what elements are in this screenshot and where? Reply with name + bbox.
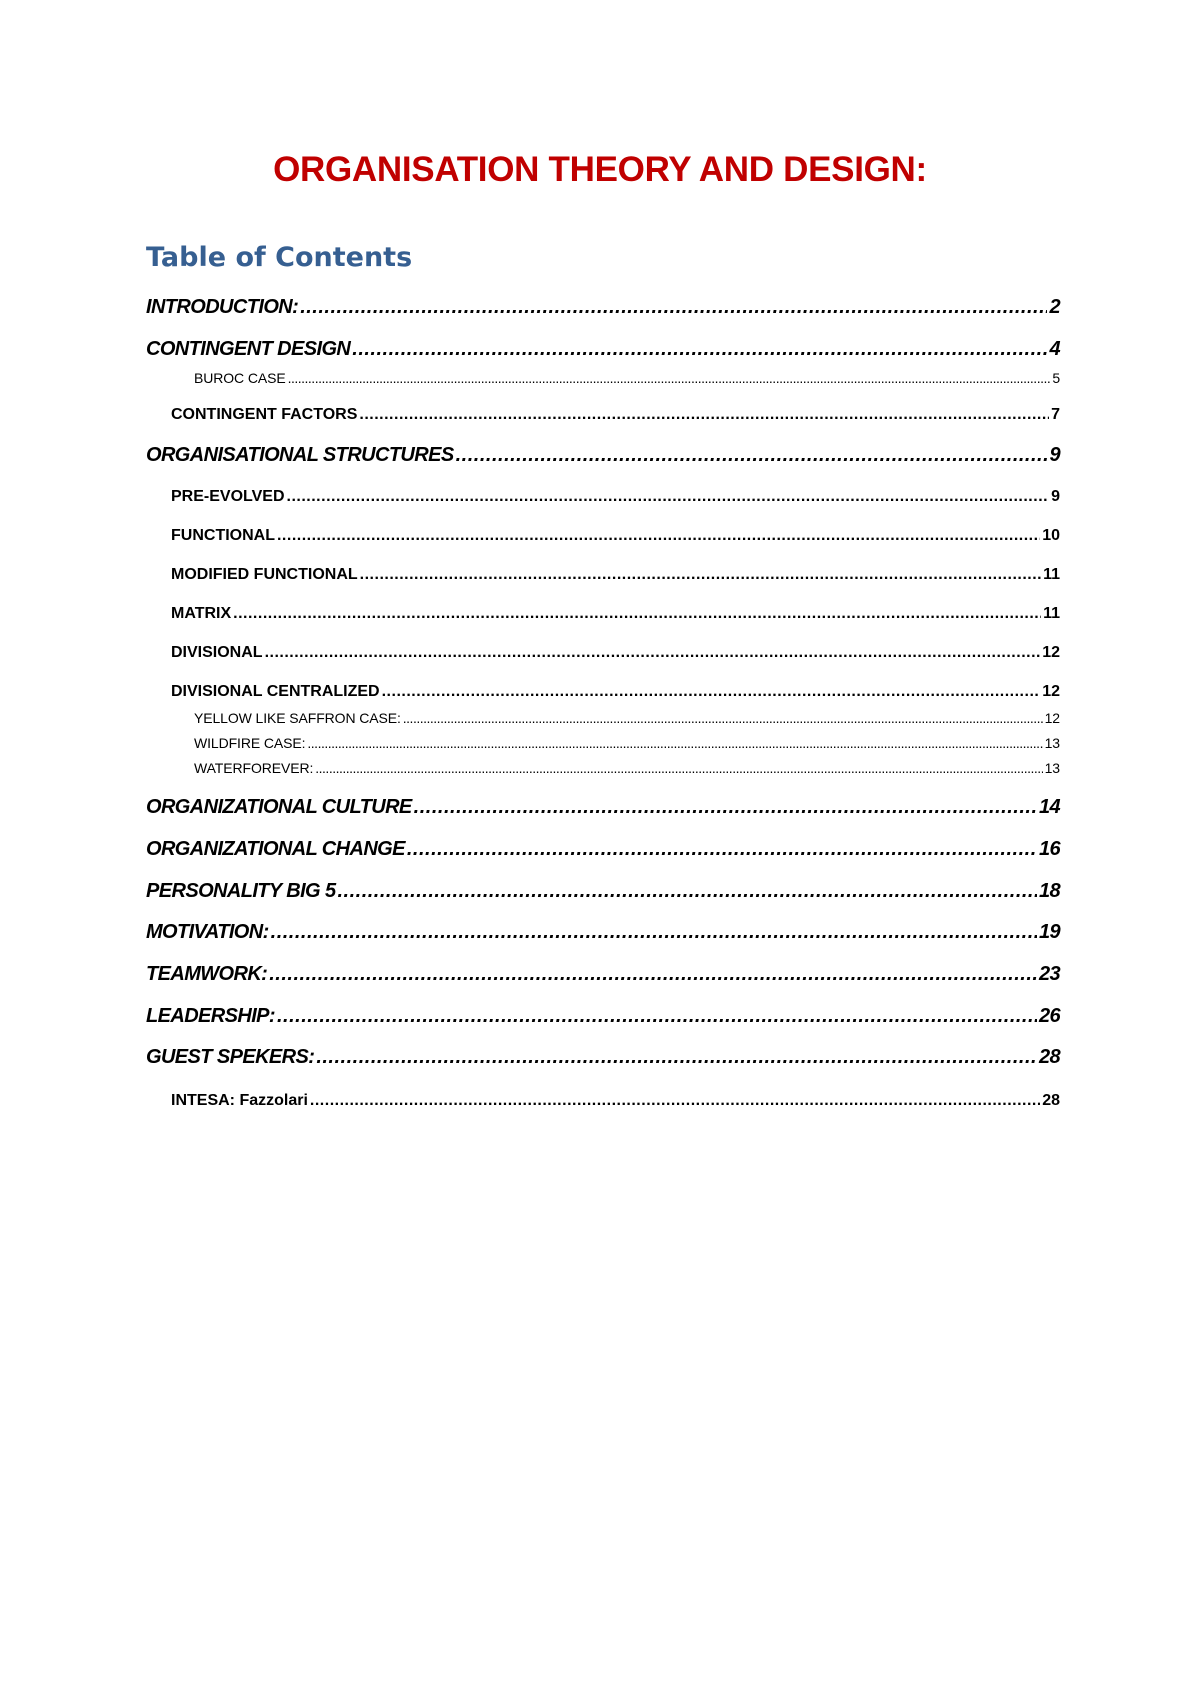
toc-page-number: 4 [1049, 338, 1060, 360]
toc-entry-label: BUROC CASE [194, 370, 286, 386]
toc-entry-label: PERSONALITY BIG 5 [146, 880, 336, 902]
toc-entry-label: TEAMWORK: [146, 963, 268, 985]
toc-heading: Table of Contents [146, 242, 413, 273]
toc-entry-divisional-centralized[interactable] [171, 683, 1060, 701]
toc-entry-intesa-fazzolari[interactable] [171, 1092, 1060, 1110]
toc-dot-leader [269, 963, 1037, 986]
toc-page-number: 13 [1044, 760, 1060, 776]
toc-entry-organisational-structures[interactable] [146, 444, 1060, 467]
toc-dot-leader [233, 605, 1041, 623]
toc-entry-label: MATRIX [171, 605, 232, 622]
toc-dot-leader [359, 406, 1049, 424]
toc-page-number: 12 [1044, 710, 1060, 726]
toc-page-number: 16 [1038, 838, 1060, 860]
toc-dot-leader [277, 527, 1040, 545]
toc-dot-leader [456, 444, 1048, 467]
toc-entry-teamwork[interactable] [146, 963, 1060, 986]
document-title: ORGANISATION THEORY AND DESIGN: [273, 150, 927, 189]
toc-entry-label: ORGANISATIONAL STRUCTURES [146, 444, 454, 466]
toc-entry-label: FUNCTIONAL [171, 527, 275, 544]
toc-entry-organizational-culture[interactable] [146, 796, 1060, 819]
toc-dot-leader [277, 1005, 1037, 1028]
toc-page-number: 9 [1049, 444, 1060, 466]
toc-entry-introduction[interactable] [146, 296, 1060, 319]
toc-page-number: 18 [1038, 880, 1060, 902]
toc-entry-label: GUEST SPEKERS: [146, 1046, 315, 1068]
toc-dot-leader [316, 1046, 1037, 1069]
toc-entry-label: CONTINGENT FACTORS [171, 406, 358, 423]
toc-page-number: 12 [1042, 644, 1060, 661]
toc-entry-label: DIVISIONAL [171, 644, 263, 661]
toc-entry-label: ORGANIZATIONAL CHANGE [146, 838, 405, 860]
toc-page-number: 19 [1038, 921, 1060, 943]
toc-dot-leader [403, 710, 1043, 726]
toc-page-number: 14 [1038, 796, 1060, 818]
toc-dot-leader [414, 796, 1037, 819]
toc-entry-label: YELLOW LIKE SAFFRON CASE: [194, 710, 401, 726]
toc-dot-leader [382, 683, 1041, 701]
toc-entry-label: PRE-EVOLVED [171, 488, 285, 505]
toc-entry-label: CONTINGENT DESIGN [146, 338, 351, 360]
toc-page-number: 10 [1042, 527, 1060, 544]
toc-entry-motivation[interactable] [146, 921, 1060, 944]
toc-page-number: 23 [1038, 963, 1060, 985]
toc-page-number: 28 [1038, 1046, 1060, 1068]
toc-page-number: 11 [1043, 605, 1060, 622]
toc-page-number: 26 [1038, 1005, 1060, 1027]
toc-entry-buroc-case[interactable] [194, 370, 1060, 386]
toc-page-number: 13 [1044, 735, 1060, 751]
toc-entry-label: INTRODUCTION: [146, 296, 299, 318]
toc-entry-label: DIVISIONAL CENTRALIZED [171, 683, 380, 700]
toc-entry-pre-evolved[interactable] [171, 488, 1060, 506]
toc-entry-label: MOTIVATION: [146, 921, 269, 943]
toc-entry-label: WILDFIRE CASE: [194, 735, 306, 751]
toc-entry-contingent-factors[interactable] [171, 406, 1060, 424]
toc-dot-leader [337, 880, 1036, 903]
toc-dot-leader [307, 735, 1042, 751]
toc-entry-contingent-design[interactable] [146, 338, 1060, 361]
toc-entry-label: INTESA: Fazzolari [171, 1092, 308, 1109]
toc-dot-leader [310, 1092, 1040, 1110]
toc-entry-personality-big-5[interactable] [146, 880, 1060, 903]
toc-entry-matrix[interactable] [171, 605, 1060, 623]
toc-page-number: 2 [1049, 296, 1060, 318]
toc-entry-functional[interactable] [171, 527, 1060, 545]
toc-dot-leader [271, 921, 1037, 944]
toc-entry-label: WATERFOREVER: [194, 760, 314, 776]
toc-entry-yellow-like-saffron-case[interactable] [194, 710, 1060, 726]
toc-dot-leader [300, 296, 1047, 319]
toc-page-number: 7 [1051, 406, 1060, 423]
toc-dot-leader [315, 760, 1042, 776]
toc-entry-leadership[interactable] [146, 1005, 1060, 1028]
toc-entry-label: MODIFIED FUNCTIONAL [171, 566, 358, 583]
toc-entry-modified-functional[interactable] [171, 566, 1060, 584]
toc-entry-guest-spekers[interactable] [146, 1046, 1060, 1069]
toc-dot-leader [265, 644, 1041, 662]
toc-dot-leader [288, 370, 1051, 386]
toc-dot-leader [287, 488, 1050, 506]
toc-dot-leader [352, 338, 1047, 361]
toc-page-number: 9 [1051, 488, 1060, 505]
toc-entry-waterforever[interactable] [194, 760, 1060, 776]
toc-entry-organizational-change[interactable] [146, 838, 1060, 861]
toc-dot-leader [360, 566, 1041, 584]
toc-entry-wildfire-case[interactable] [194, 735, 1060, 751]
toc-dot-leader [407, 838, 1037, 861]
toc-entry-divisional[interactable] [171, 644, 1060, 662]
toc-entry-label: ORGANIZATIONAL CULTURE [146, 796, 412, 818]
toc-page-number: 11 [1043, 566, 1060, 583]
toc-entry-label: LEADERSHIP: [146, 1005, 275, 1027]
toc-page-number: 28 [1042, 1092, 1060, 1109]
toc-page-number: 12 [1042, 683, 1060, 700]
toc-page-number: 5 [1052, 370, 1060, 386]
